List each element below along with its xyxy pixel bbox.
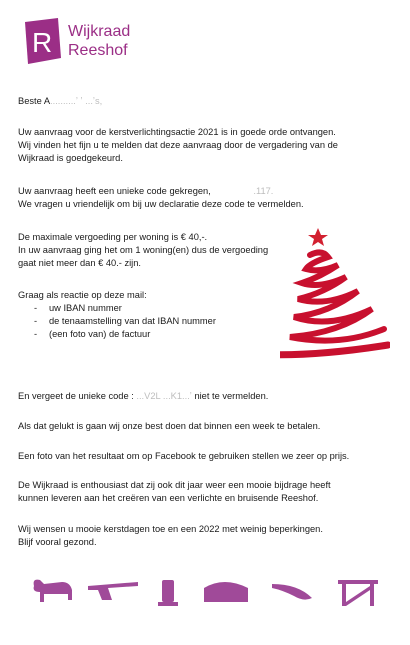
p9-line1: Wij wensen u mooie kerstdagen toe en een 2022 met weinig beperkingen. [18, 524, 323, 534]
p5-start: En vergeet de unieke code : [18, 391, 134, 401]
unique-code-redacted: .117. [253, 186, 274, 196]
list-item: - (een foto van) de factuur [18, 328, 388, 341]
p8-line1: De Wijkraad is enthousiast dat zij ook dit jaar weer een mooie bijdrage heeft [18, 480, 331, 490]
ribbon-tree-icon [280, 225, 390, 365]
paragraph-8 [18, 479, 388, 505]
paragraph-9 [18, 523, 388, 549]
snail-horn-icon [272, 584, 312, 600]
logo-line1: Wijkraad [68, 23, 131, 40]
salutation-line [18, 95, 388, 108]
paragraph-7: Een foto van het resultaat om op Facebook te gebruiken stellen we zeer op prijs. [18, 451, 350, 461]
bull-icon [34, 580, 72, 602]
p8-line2: kunnen leveren aan het creëren van een verlichte en bruisende Reeshof. [18, 493, 319, 503]
p2-line2: We vragen u vriendelijk om bij uw declaratie deze code te vermelden. [18, 199, 304, 209]
p2-line1 [18, 185, 388, 198]
building-icon [204, 582, 248, 602]
unique-code-redacted-2: ...V2L ...K1...ʼ [136, 391, 192, 401]
svg-text:R: R [32, 27, 53, 58]
p3-line3: gaat niet meer dan € 40.- zijn. [18, 258, 141, 268]
logo-line2: Reeshof [68, 42, 128, 59]
p1-line2: Wij vinden het fijn u te melden dat deze aanvraag door de vergadering van de [18, 140, 338, 150]
p2-line1-text: Uw aanvraag heeft een unieke code gekregen, [18, 186, 211, 196]
paragraph-1 [18, 126, 388, 165]
p1-line3: Wijkraad is goedgekeurd. [18, 153, 123, 163]
salutation-redacted: ..........ʼ ʼ ...ʼs, [50, 96, 103, 106]
logo-text [68, 22, 130, 60]
p4-intro: Graag als reactie op deze mail: [18, 290, 147, 300]
paragraph-6: Als dat gelukt is gaan wij onze best doen dat binnen een week te betalen. [18, 421, 321, 431]
salutation: Beste A [18, 96, 51, 106]
footer-icons [28, 572, 388, 610]
paragraph-2 [18, 185, 388, 211]
lantern-icon [158, 580, 178, 606]
plough-icon [88, 582, 138, 600]
p3-line1: De maximale vergoeding per woning is € 40,-. [18, 232, 208, 242]
wijkraad-logo [22, 18, 142, 66]
gate-icon [338, 580, 378, 606]
p9-line2: Blijf vooral gezond. [18, 537, 97, 547]
list-item: - uw IBAN nummer [18, 302, 388, 315]
logo-mark-icon [22, 18, 62, 64]
paragraph-5 [18, 390, 388, 403]
p5-end: niet te vermelden. [194, 391, 269, 401]
p1-line1: Uw aanvraag voor de kerstverlichtingsactie 2021 is in goede orde ontvangen. [18, 127, 336, 137]
p3-line2: In uw aanvraag ging het om 1 woning(en) dus de vergoeding [18, 245, 269, 255]
list-item: - de tenaamstelling van dat IBAN nummer [18, 315, 388, 328]
